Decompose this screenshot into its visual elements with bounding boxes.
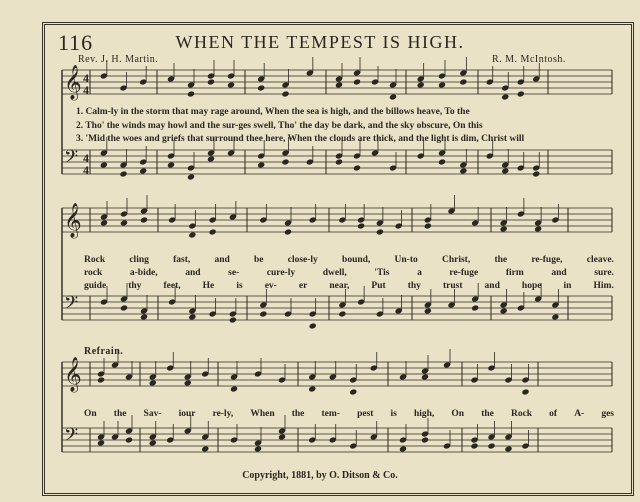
lyric-word: hope: [521, 281, 542, 291]
system2-lyric-line-1: [84, 255, 614, 265]
note-head: [421, 436, 429, 443]
lyric-word: and: [484, 281, 500, 291]
note-head: [140, 216, 148, 223]
note-head: [500, 225, 508, 232]
lyric-word: is: [390, 409, 397, 419]
lyricist-credit: Rev. J. H. Martin.: [78, 54, 159, 65]
note-head: [459, 167, 467, 174]
treble-clef-icon: 𝄞: [64, 357, 82, 392]
lyric-word: the: [494, 255, 508, 265]
note-head: [207, 155, 215, 162]
note-head: [139, 167, 147, 174]
lyric-word: a: [417, 268, 422, 278]
lyric-word: thy: [128, 281, 142, 291]
refrain-lyric-line: [84, 409, 614, 419]
system2-lyric-line-2: [84, 268, 614, 278]
lyric-word: close-ly: [287, 255, 318, 265]
note-head: [532, 170, 540, 177]
note-head: [284, 228, 292, 235]
note-head: [424, 222, 432, 229]
note-head: [376, 228, 384, 235]
note-head: [281, 90, 289, 97]
note-head: [487, 442, 495, 449]
note-head: [424, 307, 432, 314]
lyric-word: Christ,: [441, 255, 471, 265]
lyric-word: the: [481, 409, 494, 419]
note-head: [188, 313, 196, 320]
lyric-word: se-: [228, 268, 240, 278]
lyric-word: Put: [371, 281, 386, 291]
lyric-word: bound,: [342, 255, 371, 265]
note-head: [149, 379, 157, 386]
lyric-word: the: [291, 409, 305, 419]
note-head: [353, 78, 361, 85]
note-head: [471, 304, 479, 311]
note-head: [504, 445, 512, 452]
lyric-word: When: [250, 409, 275, 419]
note-head: [500, 307, 508, 314]
note-head: [417, 81, 425, 88]
lyric-word: firm: [505, 268, 524, 278]
lyric-word: thy: [407, 281, 421, 291]
note-head: [167, 161, 175, 168]
note-head: [501, 167, 509, 174]
time-signature-top: 4: [83, 71, 89, 85]
note-head: [140, 313, 148, 320]
lyric-word: and: [551, 268, 567, 278]
note-head: [308, 385, 316, 392]
lyric-word: re-fuge,: [531, 255, 563, 265]
note-head: [188, 231, 196, 238]
note-head: [187, 90, 195, 97]
lyric-word: in: [563, 281, 572, 291]
note-head: [120, 304, 128, 311]
note-head: [551, 313, 559, 320]
bass-clef-icon: 𝄢: [64, 293, 79, 318]
time-signature-bottom: 4: [83, 163, 89, 177]
note-head: [357, 222, 365, 229]
note-head: [227, 81, 235, 88]
refrain-label: Refrain.: [84, 346, 124, 357]
lyric-word: 'Tis: [374, 268, 390, 278]
note-head: [209, 228, 217, 235]
note-head: [184, 379, 192, 386]
note-head: [534, 225, 542, 232]
lyric-word: guide: [84, 281, 107, 291]
note-head: [438, 81, 446, 88]
note-head: [207, 78, 215, 85]
lyric-word: fast,: [173, 255, 191, 265]
note-head: [521, 388, 529, 395]
lyric-word: the: [113, 409, 127, 419]
lyric-word: Him.: [593, 281, 614, 291]
lyric-word: iour: [178, 409, 196, 419]
hymn-title: WHEN THE TEMPEST IS HIGH.: [175, 32, 465, 52]
note-head: [353, 164, 361, 171]
system2-lyric-line-3: [84, 281, 614, 291]
note-head: [187, 173, 195, 180]
note-head: [278, 433, 286, 440]
note-head: [517, 90, 525, 97]
verse-line-1: 1. Calm-ly in the storm that may rage around, When the sea is high, and the billows heave, To the: [76, 107, 470, 117]
note-head: [335, 158, 343, 165]
lyric-word: rock: [84, 268, 103, 278]
verse-line-2: 2. Tho' the winds may howl and the sur-ges swell, Tho' the day be dark, and the sky obscure, On this: [76, 121, 483, 131]
composer-credit: R. M. McIntosh.: [492, 54, 566, 65]
lyric-word: trust: [442, 281, 463, 291]
note-head: [281, 158, 289, 165]
lyric-word: cling: [129, 255, 149, 265]
lyric-word: Rock: [510, 409, 533, 419]
lyric-word: be: [254, 255, 264, 265]
bass-clef-icon: 𝄢: [64, 425, 79, 450]
lyric-word: cure-ly: [266, 268, 296, 278]
note-head: [309, 322, 317, 329]
lyric-word: On: [451, 409, 465, 419]
note-head: [421, 373, 429, 380]
lyric-word: er: [298, 281, 308, 291]
note-head: [470, 442, 478, 449]
lyric-word: Rock: [84, 255, 106, 265]
note-head: [349, 388, 357, 395]
lyric-word: Sav-: [143, 409, 162, 419]
lyric-word: and: [185, 268, 201, 278]
lyric-word: cleave.: [586, 255, 614, 265]
time-signature-bottom: 4: [83, 83, 89, 97]
lyric-word: feet,: [163, 281, 181, 291]
lyric-word: On: [84, 409, 97, 419]
page-number: 116: [58, 30, 94, 55]
note-head: [201, 445, 209, 452]
treble-clef-icon: 𝄞: [64, 65, 82, 100]
time-signature-top: 4: [83, 151, 89, 165]
note-head: [229, 316, 237, 323]
note-head: [459, 78, 467, 85]
note-head: [120, 219, 128, 226]
note-head: [100, 161, 108, 168]
lyric-word: and: [214, 255, 230, 265]
lyric-word: pest: [357, 409, 374, 419]
lyric-word: Un-to: [394, 255, 418, 265]
lyric-word: dwell,: [322, 268, 347, 278]
lyric-word: ev-: [264, 281, 277, 291]
note-head: [257, 161, 265, 168]
note-head: [97, 439, 105, 446]
note-head: [254, 445, 262, 452]
lyric-word: ges: [601, 409, 614, 419]
lyric-word: A-: [574, 409, 585, 419]
lyric-word: tem-: [321, 409, 340, 419]
lyric-word: near,: [329, 281, 350, 291]
note-head: [389, 93, 397, 100]
treble-clef-icon: 𝄞: [64, 203, 82, 238]
verse-line-3: 3. 'Mid the woes and griefs that surround thee here, When the clouds are thick, and the light is dim, Christ will: [76, 134, 525, 144]
copyright-notice: Copyright, 1881, by O. Ditson & Co.: [242, 470, 398, 481]
note-head: [149, 439, 157, 446]
note-head: [230, 385, 238, 392]
lyric-word: is: [236, 281, 243, 291]
note-head: [125, 436, 133, 443]
note-head: [438, 158, 446, 165]
lyric-word: sure.: [594, 268, 614, 278]
note-head: [338, 310, 346, 317]
note-head: [97, 376, 105, 383]
note-head: [259, 310, 267, 317]
lyric-word: a-bide,: [129, 268, 158, 278]
bass-clef-icon: 𝄢: [64, 147, 79, 172]
lyric-word: re-ly,: [212, 409, 234, 419]
note-head: [100, 219, 108, 226]
lyric-word: He: [202, 281, 215, 291]
note-head: [257, 84, 265, 91]
note-head: [119, 170, 127, 177]
note-head: [501, 93, 509, 100]
note-head: [399, 445, 407, 452]
lyric-word: re-fuge: [449, 268, 479, 278]
lyric-word: of: [549, 409, 558, 419]
note-head: [335, 81, 343, 88]
lyric-word: high,: [413, 409, 435, 419]
